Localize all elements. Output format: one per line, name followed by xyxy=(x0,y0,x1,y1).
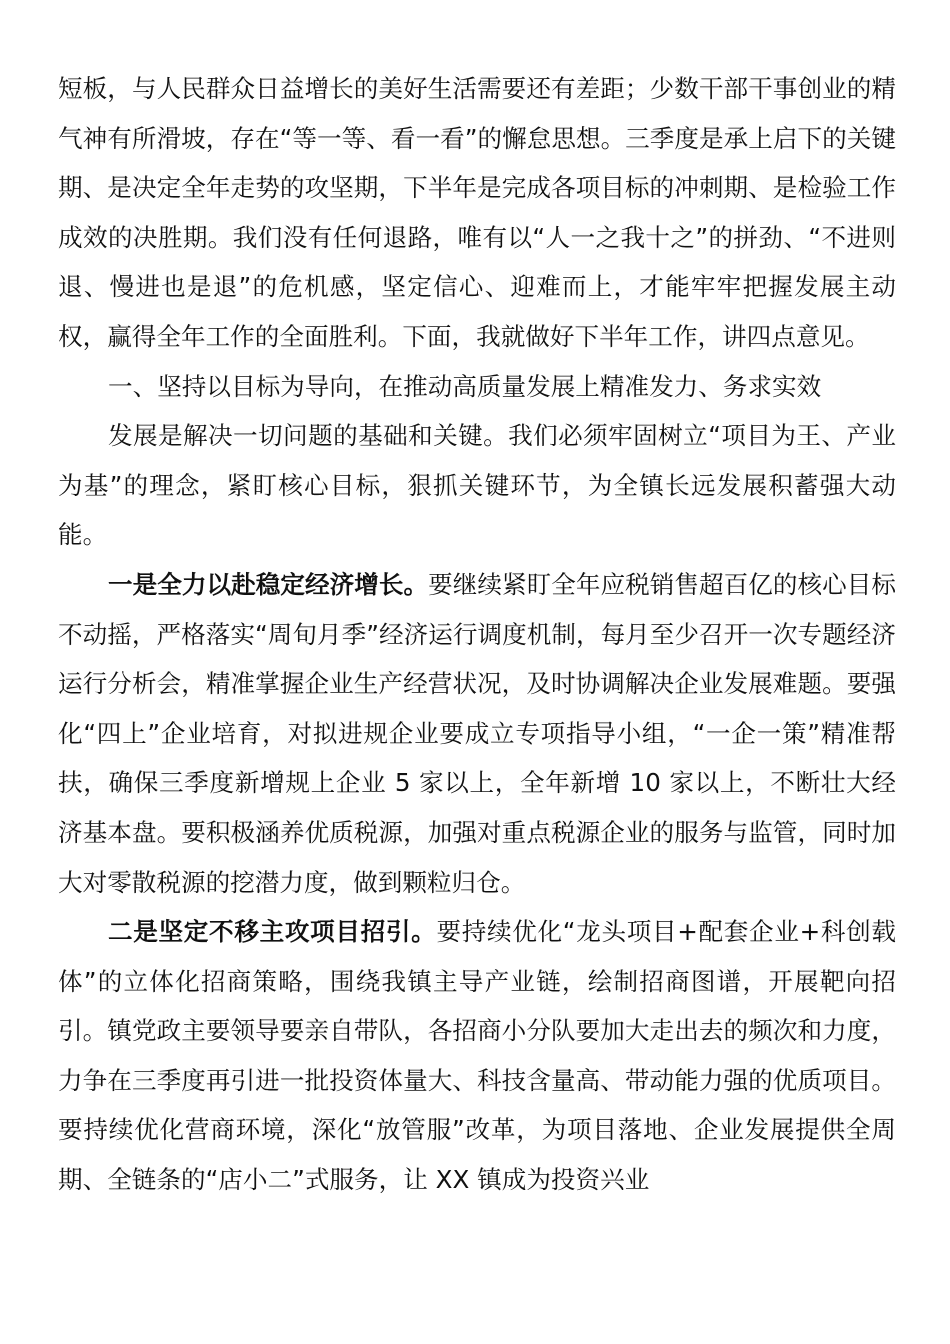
document-page xyxy=(58,64,896,1205)
point-1-lead: 一是全力以赴稳定经济增长。 xyxy=(108,569,429,599)
paragraph-text: 要持续优化“龙头项目+配套企业+科创载体”的立体化招商策略，围绕我镇主导产业链，绘制招商图谱，开展靶向招引。镇党政主要领导要亲自带队，各招商小分队要加大走出去的频次和力度，力争在三季度再引进一批投资体量大、科技含量高、带动能力强的优质项目。要持续优化营商环境，深化“放管服”改革，为项目落地、企业发展提供全周期、全链条的“店小二”式服务，让 XX 镇成为投资兴业 xyxy=(58,917,896,1195)
paragraph-intro xyxy=(58,411,896,560)
point-2-lead: 二是坚定不移主攻项目招引。 xyxy=(108,917,437,947)
section-heading-text: 一、坚持以目标为导向，在推动高质量发展上精准发力、务求实效 xyxy=(108,371,822,401)
paragraph-continuation xyxy=(58,64,896,362)
paragraph-text: 要继续紧盯全年应税销售超百亿的核心目标不动摇，严格落实“周旬月季”经济运行调度机制，每月至少召开一次专题经济运行分析会，精准掌握企业生产经营状况，及时协调解决企业发展难题。要强化“四上”企业培育，对拟进规企业要成立专项指导小组，“一企一策”精准帮扶，确保三季度新增规上企业 5 家以上，全年新增 10 家以上，不断壮大经济基本盘。要积极涵养优质税源，加强对重点税源企业的服务与监管，同时加大对零散税源的挖潜力度，做到颗粒归仓。 xyxy=(58,569,896,897)
section-heading xyxy=(58,362,896,412)
paragraph-text: 发展是解决一切问题的基础和关键。我们必须牢固树立“项目为王、产业为基”的理念，紧盯核心目标，狠抓关键环节，为全镇长远发展积蓄强大动能。 xyxy=(58,421,896,550)
paragraph-text: 短板，与人民群众日益增长的美好生活需要还有差距；少数干部干事创业的精气神有所滑坡，存在“等一等、看一看”的懈怠思想。三季度是承上启下的关键期、是决定全年走势的攻坚期，下半年是完成各项目标的冲刺期、是检验工作成效的决胜期。我们没有任何退路，唯有以“人一之我十之”的拼劲、“不进则退、慢进也是退”的危机感，坚定信心、迎难而上，才能牢牢把握发展主动权，赢得全年工作的全面胜利。下面，我就做好下半年工作，讲四点意见。 xyxy=(58,74,896,351)
paragraph-point-2 xyxy=(58,907,896,1205)
paragraph-point-1 xyxy=(58,560,896,907)
